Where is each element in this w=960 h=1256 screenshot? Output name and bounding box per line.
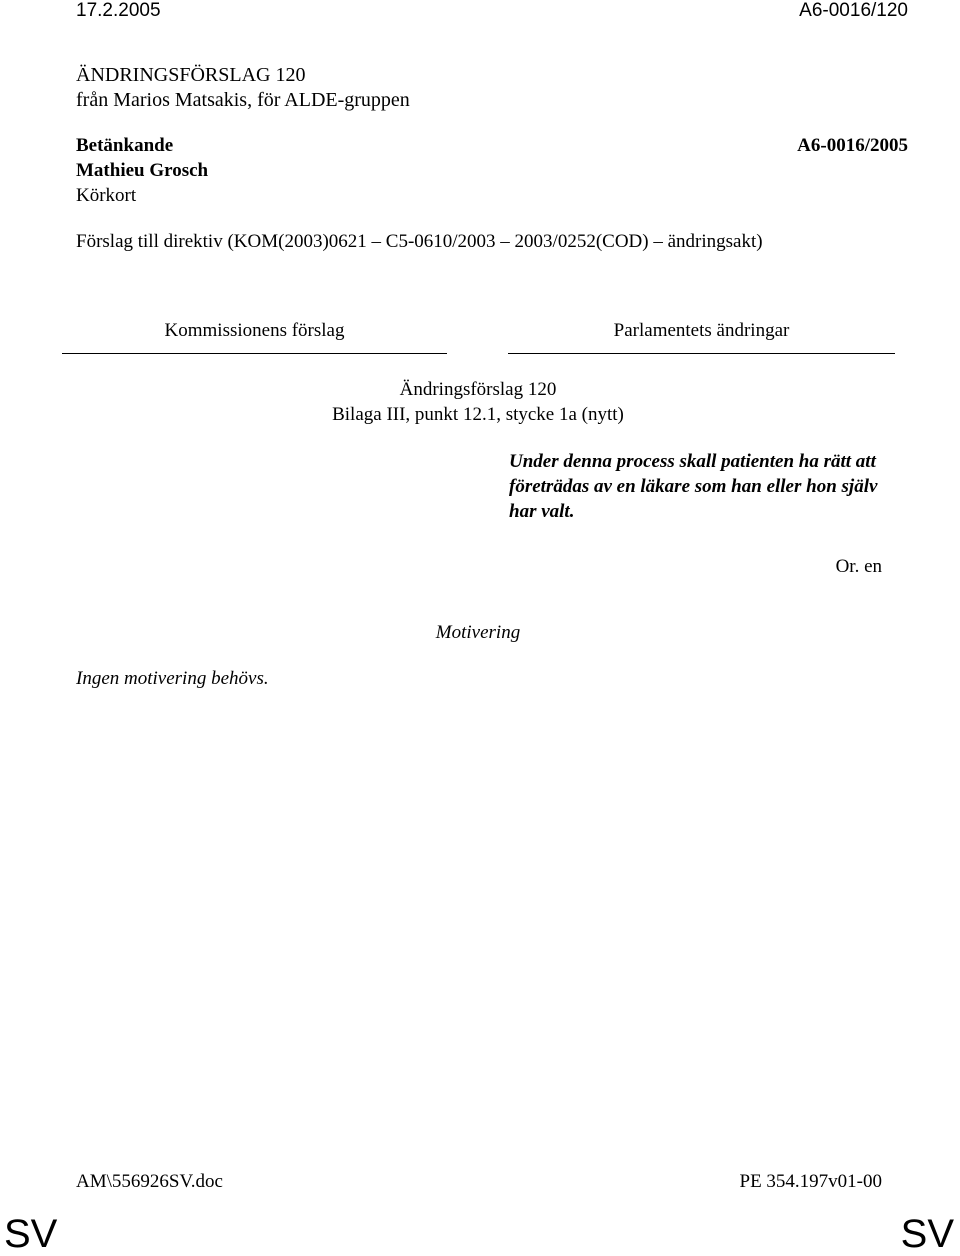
footer-language-left: SV [4, 1212, 58, 1256]
justification-text: Ingen motivering behövs. [76, 668, 269, 689]
amendment-author: från Marios Matsakis, för ALDE-gruppen [76, 89, 410, 111]
amendment-location: Bilaga III, punkt 12.1, stycke 1a (nytt) [332, 404, 624, 425]
footer-pe-number: PE 354.197v01-00 [739, 1171, 882, 1192]
justification-heading: Motivering [435, 622, 521, 643]
header-date: 17.2.2005 [76, 0, 161, 21]
column-heading-parliament: Parlamentets ändringar [613, 320, 790, 341]
report-label: Betänkande [76, 135, 174, 156]
report-subject: Körkort [76, 185, 137, 206]
footer-language-right: SV [900, 1212, 954, 1256]
amendment-text: Under denna process skall patienten ha rätt att företrädas av en läkare som han eller hon själv har valt. [509, 451, 878, 522]
rapporteur-name: Mathieu Grosch [76, 160, 209, 181]
header-reference: A6-0016/120 [799, 0, 908, 21]
original-language: Or. en [835, 556, 882, 577]
column-rule-right [508, 353, 895, 354]
footer-document-name: AM\556926SV.doc [76, 1171, 223, 1192]
column-rule-left [62, 353, 447, 354]
amendment-number: Ändringsförslag 120 [399, 379, 557, 400]
report-number: A6-0016/2005 [797, 135, 908, 156]
procedure-line: Förslag till direktiv (KOM(2003)0621 – C5-0610/2003 – 2003/0252(COD) – ändringsakt) [76, 231, 763, 252]
amendment-title: ÄNDRINGSFÖRSLAG 120 [76, 64, 306, 86]
column-heading-commission: Kommissionens förslag [164, 320, 345, 341]
